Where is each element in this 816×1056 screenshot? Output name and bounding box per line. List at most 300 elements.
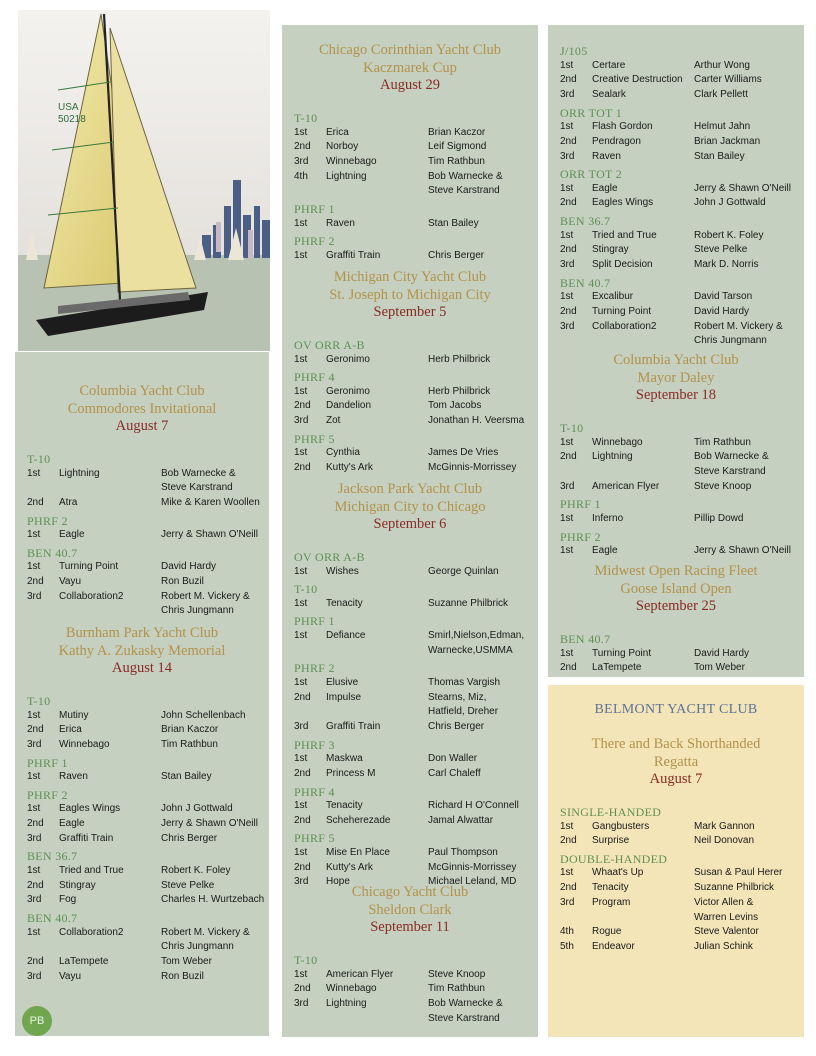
boat-name: Kutty's Ark xyxy=(326,861,373,873)
skipper-line: Chris Jungmann xyxy=(161,941,234,953)
boat-name: Winnebago xyxy=(326,155,377,167)
boat-name: Eagle xyxy=(592,182,618,194)
skipper xyxy=(428,155,550,170)
boat-name: Eagles Wings xyxy=(59,803,121,815)
skipper xyxy=(161,528,281,543)
skipper-line: David Tarson xyxy=(694,291,753,303)
boat-name: Vayu xyxy=(59,970,82,982)
place: 1st xyxy=(560,647,574,659)
boat-name: Zot xyxy=(326,415,341,427)
skipper xyxy=(428,140,550,155)
place: 1st xyxy=(294,676,308,688)
skipper-line: David Hardy xyxy=(161,561,217,573)
boat-name: Erica xyxy=(326,126,349,138)
skipper xyxy=(428,385,550,400)
skipper xyxy=(694,59,816,74)
result-row xyxy=(560,135,816,150)
skipper xyxy=(694,866,816,881)
place: 1st xyxy=(294,447,308,459)
result-row xyxy=(27,496,281,511)
regatta-block xyxy=(282,41,538,263)
skipper-line: Thomas Vargish xyxy=(428,676,501,688)
place: 3rd xyxy=(27,970,42,982)
skipper xyxy=(161,560,281,575)
boat-name: Lightning xyxy=(326,170,367,182)
result-row xyxy=(560,647,816,662)
skipper xyxy=(161,738,281,753)
skipper-line: Smirl,Nielson,Edman, xyxy=(428,629,525,641)
skipper xyxy=(694,925,816,940)
skipper-line: Robert M. Vickery & xyxy=(161,590,250,602)
result-row xyxy=(294,217,550,232)
regatta-date: September 25 xyxy=(635,598,717,614)
result-row xyxy=(560,512,816,527)
regatta-date: September 18 xyxy=(635,387,717,403)
skipper-line: Jonathan H. Veersma xyxy=(428,415,525,427)
place: 4th xyxy=(560,926,574,938)
class-heading: PHRF 3 xyxy=(294,737,335,752)
regatta-date: August 7 xyxy=(115,418,169,434)
skipper xyxy=(161,926,281,955)
result-row xyxy=(27,879,281,894)
class-heading: PHRF 4 xyxy=(294,784,335,799)
skipper xyxy=(161,970,281,985)
skipper-line: Chris Berger xyxy=(161,832,218,844)
place: 3rd xyxy=(27,832,42,844)
skipper xyxy=(694,512,816,527)
skipper xyxy=(694,135,816,150)
skipper xyxy=(161,955,281,970)
skipper-line: George Quinlan xyxy=(428,565,499,577)
skipper-line: Brian Jackman xyxy=(694,135,761,147)
club-name: Columbia Yacht Club xyxy=(79,383,205,399)
skipper xyxy=(694,881,816,896)
skipper xyxy=(694,450,816,479)
result-row xyxy=(560,88,816,103)
result-row xyxy=(294,353,550,368)
result-row xyxy=(294,720,550,735)
result-row xyxy=(294,799,550,814)
result-row xyxy=(294,399,550,414)
place: 2nd xyxy=(560,197,577,209)
boat-name: Mutiny xyxy=(59,709,89,721)
result-row xyxy=(27,926,281,955)
place: 3rd xyxy=(27,738,42,750)
boat-name: Princess M xyxy=(326,767,376,779)
club-name: Sheldon Clark xyxy=(368,902,452,918)
skipper xyxy=(161,893,281,908)
boat-name: Raven xyxy=(59,771,88,783)
club-name: Burnham Park Yacht Club xyxy=(65,625,219,641)
sailboat-photo xyxy=(18,10,270,351)
skipper-line: Tim Rathbun xyxy=(428,983,485,995)
boat-name: Mise En Place xyxy=(326,846,390,858)
skipper-line: Jerry & Shawn O'Neill xyxy=(161,529,258,541)
svg-text:50218: 50218 xyxy=(58,114,86,125)
skipper-line: Pillip Dowd xyxy=(694,512,744,524)
boat-name: Program xyxy=(592,896,631,908)
regatta-block xyxy=(548,351,804,559)
boat-name: Inferno xyxy=(592,512,624,524)
boat-name: Norboy xyxy=(326,141,359,153)
skipper xyxy=(694,182,816,197)
boat-name: Rogue xyxy=(592,926,622,938)
place: 2nd xyxy=(560,882,577,894)
club-name: Columbia Yacht Club xyxy=(613,352,739,368)
skipper-line: Robert M. Vickery & xyxy=(161,926,250,938)
place: 3rd xyxy=(560,320,575,332)
skipper xyxy=(694,290,816,305)
result-row xyxy=(294,676,550,691)
club-name: Kaczmarek Cup xyxy=(363,60,457,76)
results-list xyxy=(27,452,281,619)
result-row xyxy=(560,258,816,273)
skipper xyxy=(694,834,816,849)
boat-name: Tenacity xyxy=(326,800,363,812)
skipper-line: Tom Weber xyxy=(694,662,745,674)
boat-name: Lightning xyxy=(326,997,367,1009)
club-name: Regatta xyxy=(653,754,699,770)
place: 4th xyxy=(294,170,308,182)
place: 1st xyxy=(560,436,574,448)
skipper-line: Ron Buzil xyxy=(161,576,204,588)
class-heading: DOUBLE-HANDED xyxy=(560,851,668,866)
skipper-line: John Schellenbach xyxy=(161,709,246,721)
class-heading: T-10 xyxy=(294,953,318,967)
skipper xyxy=(428,399,550,414)
boat-name: Tenacity xyxy=(592,882,629,894)
skipper-line: Charles H. Wurtzebach xyxy=(161,894,265,906)
club-name: St. Joseph to Michigan City xyxy=(329,287,491,303)
skipper xyxy=(428,414,550,429)
skipper-line: Brian Kaczor xyxy=(161,724,219,736)
skipper xyxy=(694,196,816,211)
result-row xyxy=(27,864,281,879)
skipper-line: Helmut Jahn xyxy=(694,121,751,133)
skipper-line: Hatfield, Dreher xyxy=(428,706,499,718)
place: 3rd xyxy=(294,415,309,427)
boat-name: Eagle xyxy=(59,818,85,830)
skipper-line: Steve Knoop xyxy=(428,968,486,980)
result-row xyxy=(294,414,550,429)
place: 1st xyxy=(560,229,574,241)
boat-name: Atra xyxy=(59,496,78,508)
skipper-line: Victor Allen & xyxy=(694,896,754,908)
skipper-line: Steve Valentor xyxy=(694,926,759,938)
boat-name: Fog xyxy=(59,894,77,906)
skipper xyxy=(428,982,550,997)
skipper-line: Stan Bailey xyxy=(161,771,212,783)
result-row xyxy=(560,925,816,940)
boat-name: Dandelion xyxy=(326,400,372,412)
boat-name: Eagles Wings xyxy=(592,197,654,209)
result-row xyxy=(294,249,550,264)
place: 1st xyxy=(560,512,574,524)
place: 1st xyxy=(294,565,308,577)
skipper xyxy=(428,861,550,876)
skipper xyxy=(161,723,281,738)
class-heading: OV ORR A-B xyxy=(294,550,365,564)
boat-name: Flash Gordon xyxy=(592,121,653,133)
skipper-line: Warren Levins xyxy=(694,911,759,923)
boat-name: Excalibur xyxy=(592,291,634,303)
skipper-line: Steve Karstrand xyxy=(428,185,500,197)
result-row xyxy=(560,73,816,88)
boat-name: Surprise xyxy=(592,835,630,847)
result-row xyxy=(294,565,550,580)
skipper-line: John J Gottwald xyxy=(161,803,233,815)
club-name: Kathy A. Zukasky Memorial xyxy=(58,643,226,659)
place: 2nd xyxy=(294,814,311,826)
boat-name: American Flyer xyxy=(592,480,660,492)
result-row xyxy=(294,155,550,170)
boat-name: Certare xyxy=(592,59,626,71)
club-name: Jackson Park Yacht Club xyxy=(337,481,483,497)
place: 2nd xyxy=(27,818,44,830)
result-row xyxy=(560,820,816,835)
result-row xyxy=(560,866,816,881)
regatta-block xyxy=(282,480,538,890)
boat-name: Raven xyxy=(592,150,621,162)
place: 2nd xyxy=(294,462,311,474)
club-name: Midwest Open Racing Fleet xyxy=(594,563,758,579)
result-row xyxy=(27,770,281,785)
class-heading: PHRF 2 xyxy=(27,787,68,802)
skipper xyxy=(428,353,550,368)
result-row xyxy=(294,140,550,155)
result-row xyxy=(27,590,281,619)
skipper-line: Clark Pellett xyxy=(694,88,748,100)
skipper xyxy=(428,968,550,983)
skipper xyxy=(161,575,281,590)
place: 1st xyxy=(560,545,574,557)
place: 2nd xyxy=(560,305,577,317)
place: 3rd xyxy=(560,896,575,908)
results-column-2 xyxy=(282,25,538,1037)
skipper-line: Tom Weber xyxy=(161,955,212,967)
place: 3rd xyxy=(560,259,575,271)
boat-name: Graffiti Train xyxy=(59,832,114,844)
place: 1st xyxy=(27,926,41,938)
place: 2nd xyxy=(560,74,577,86)
place: 1st xyxy=(560,121,574,133)
result-row xyxy=(560,450,816,479)
skipper-line: Brian Kaczor xyxy=(428,126,486,138)
boat-name: Graffiti Train xyxy=(326,249,381,261)
skipper-line: Jerry & Shawn O'Neill xyxy=(161,818,258,830)
skipper-line: Bob Warnecke & xyxy=(161,467,236,479)
skipper xyxy=(694,661,816,676)
place: 1st xyxy=(27,803,41,815)
place: 2nd xyxy=(27,879,44,891)
result-row xyxy=(560,544,816,559)
page-badge: PB xyxy=(22,1006,52,1036)
skipper xyxy=(161,832,281,847)
place: 3rd xyxy=(27,590,42,602)
boat-name: Pendragon xyxy=(592,135,641,147)
result-row xyxy=(560,120,816,135)
skipper-line: John J Gottwald xyxy=(694,197,766,209)
results-list xyxy=(294,338,550,476)
class-heading: J/105 xyxy=(560,44,588,58)
regatta-date: August 14 xyxy=(111,660,173,676)
result-row xyxy=(294,597,550,612)
result-row xyxy=(560,480,816,495)
result-row xyxy=(560,196,816,211)
result-row xyxy=(560,59,816,74)
class-heading: T-10 xyxy=(294,111,318,125)
place: 1st xyxy=(560,291,574,303)
regatta-block xyxy=(548,562,804,676)
result-row xyxy=(294,126,550,141)
class-heading: PHRF 2 xyxy=(27,513,68,528)
result-row xyxy=(560,182,816,197)
place: 1st xyxy=(27,561,41,573)
place: 1st xyxy=(560,867,574,879)
skipper-line: Mark D. Norris xyxy=(694,259,759,271)
skipper xyxy=(428,249,550,264)
boat-name: Sealark xyxy=(592,88,626,100)
skipper xyxy=(694,320,816,349)
skipper xyxy=(694,88,816,103)
skipper-line: Chris Jungmann xyxy=(694,335,767,347)
skipper-line: Steve Karstrand xyxy=(428,1012,500,1024)
place: 2nd xyxy=(27,955,44,967)
result-row xyxy=(294,767,550,782)
regatta-block xyxy=(282,883,538,1026)
skipper xyxy=(428,691,550,720)
class-heading: T-10 xyxy=(560,421,584,435)
club-name: Goose Island Open xyxy=(620,581,732,597)
regatta-date: August 7 xyxy=(649,771,703,787)
skipper xyxy=(694,544,816,559)
place: 2nd xyxy=(27,496,44,508)
skipper xyxy=(694,243,816,258)
place: 2nd xyxy=(294,691,311,703)
result-row xyxy=(560,305,816,320)
skipper-line: Tom Jacobs xyxy=(428,400,482,412)
skipper xyxy=(428,799,550,814)
skipper-line: Jamal Alwattar xyxy=(428,814,494,826)
club-name: There and Back Shorthanded xyxy=(591,736,761,752)
boat-name: Geronimo xyxy=(326,353,370,365)
boat-name: LaTempete xyxy=(59,955,109,967)
skipper-line: Stan Bailey xyxy=(694,150,745,162)
boat-name: Elusive xyxy=(326,676,359,688)
boat-name: Stingray xyxy=(592,244,629,256)
result-row xyxy=(27,467,281,496)
place: 3rd xyxy=(294,155,309,167)
skipper xyxy=(694,305,816,320)
skipper-line: David Hardy xyxy=(694,305,750,317)
place: 2nd xyxy=(560,835,577,847)
skipper-line: Don Waller xyxy=(428,753,478,765)
boat-name: Tenacity xyxy=(326,597,363,609)
boat-name: Lightning xyxy=(592,451,633,463)
place: 1st xyxy=(294,629,308,641)
skipper xyxy=(161,709,281,724)
boat-name: Vayu xyxy=(59,576,82,588)
boat-name: Winnebago xyxy=(326,983,377,995)
boat-name: Defiance xyxy=(326,629,366,641)
class-heading: PHRF 5 xyxy=(294,431,335,446)
skipper xyxy=(428,446,550,461)
skipper-line: Bob Warnecke & xyxy=(694,451,769,463)
class-heading: OV ORR A-B xyxy=(294,338,365,352)
result-row xyxy=(294,691,550,720)
regatta-block xyxy=(548,735,804,955)
result-row xyxy=(294,997,550,1026)
boat-name: Turning Point xyxy=(592,647,652,659)
skipper xyxy=(428,814,550,829)
skipper xyxy=(694,436,816,451)
skipper xyxy=(694,647,816,662)
skipper xyxy=(428,461,550,476)
boat-name: Collaboration2 xyxy=(592,320,657,332)
skipper xyxy=(428,629,550,658)
regatta-date: August 29 xyxy=(379,77,441,93)
place: 1st xyxy=(560,820,574,832)
skipper-line: Chris Berger xyxy=(428,720,485,732)
skipper xyxy=(161,879,281,894)
result-row xyxy=(560,229,816,244)
boat-name: Scheherezade xyxy=(326,814,391,826)
boat-name: Cynthia xyxy=(326,447,360,459)
club-name: Michigan City Yacht Club xyxy=(333,269,487,285)
place: 3rd xyxy=(560,88,575,100)
place: 1st xyxy=(294,846,308,858)
skipper xyxy=(428,565,550,580)
belmont-heading: BELMONT YACHT CLUB xyxy=(594,702,758,717)
regatta-block xyxy=(282,268,538,476)
skipper-line: Chris Berger xyxy=(428,249,485,261)
skipper xyxy=(428,767,550,782)
class-heading: BEN 40.7 xyxy=(27,545,78,560)
result-row xyxy=(294,968,550,983)
skipper-line: Stan Bailey xyxy=(428,217,479,229)
results-column-3 xyxy=(548,25,804,677)
result-row xyxy=(294,846,550,861)
result-row xyxy=(27,832,281,847)
skipper xyxy=(161,496,281,511)
place: 5th xyxy=(560,940,574,952)
skipper-line: Mike & Karen Woollen xyxy=(161,496,260,508)
results-column-1 xyxy=(14,351,270,1037)
skipper-line: Suzanne Philbrick xyxy=(428,597,509,609)
skipper-line: Neil Donovan xyxy=(694,835,755,847)
result-row xyxy=(294,446,550,461)
result-row xyxy=(560,834,816,849)
svg-text:USA: USA xyxy=(58,102,79,113)
place: 2nd xyxy=(560,135,577,147)
skipper-line: Jerry & Shawn O'Neill xyxy=(694,182,791,194)
place: 1st xyxy=(560,59,574,71)
skipper-line: Chris Jungmann xyxy=(161,605,234,617)
skipper xyxy=(161,817,281,832)
place: 1st xyxy=(27,529,41,541)
result-row xyxy=(294,629,550,658)
boat-name: Winnebago xyxy=(592,436,643,448)
skipper xyxy=(161,770,281,785)
results-list xyxy=(294,953,550,1026)
skipper xyxy=(428,997,550,1026)
result-row xyxy=(294,461,550,476)
boat-name: Maskwa xyxy=(326,753,363,765)
skipper-line: Bob Warnecke & xyxy=(428,170,503,182)
boat-name: Collaboration2 xyxy=(59,926,124,938)
place: 1st xyxy=(560,182,574,194)
skipper-line: Bob Warnecke & xyxy=(428,997,503,1009)
